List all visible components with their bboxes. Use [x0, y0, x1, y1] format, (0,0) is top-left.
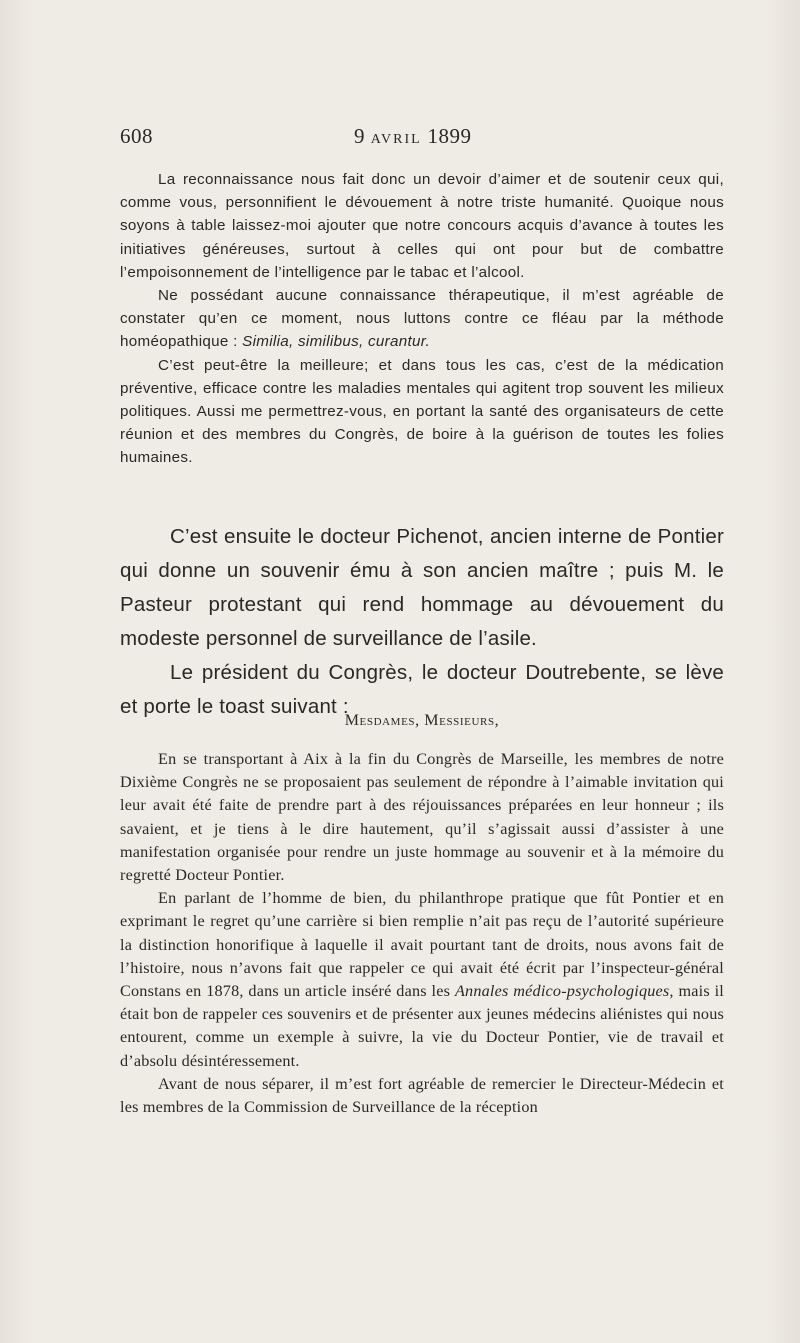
- running-head-date: [354, 124, 471, 149]
- narrative-block: [120, 520, 724, 724]
- paragraph: C’est peut-être la meilleure; et dans tous les cas, c’est de la médication préventive, efficace contre les maladies mentales qui agitent trop souvent les milieux politiques. Aussi me permettrez-vous, en portant la santé des organisateurs de cette réunion et des membres du Congrès, de boire à la guérison de toutes les folies humaines.: [120, 356, 724, 467]
- running-head-year: 1899: [427, 124, 472, 148]
- page-header: [120, 124, 720, 158]
- paragraph: [120, 887, 724, 1073]
- page-number: 608: [120, 124, 153, 148]
- running-head-day: 9: [354, 124, 365, 148]
- toast-excerpt: [120, 168, 724, 470]
- running-head-month: AVRIL: [370, 132, 422, 147]
- paragraph: Avant de nous séparer, il m’est fort agréable de remercier le Directeur-Médecin et les membres de la Commission de Surveillance de la réception: [120, 1074, 724, 1117]
- president-speech: [120, 748, 724, 1119]
- paragraph: [120, 284, 724, 354]
- paragraph-text: mais il était bon de rappeler ces souvenirs et de présenter aux jeunes médecins aliénistes qui nous entourent, comme un exemple à suivre, la vie du Docteur Pontier, vie de travail et d’absolu désintéressement.: [120, 982, 725, 1070]
- journal-title: Annales médico-psychologiques,: [454, 982, 674, 1001]
- latin-motto: Similia, similibus, curantur.: [242, 333, 431, 351]
- salutation: [120, 712, 724, 730]
- paragraph: Le président du Congrès, le docteur Doutrebente, se lève et porte le toast suivant :: [120, 661, 724, 718]
- paragraph: La reconnaissance nous fait donc un devoir d’aimer et de soutenir ceux qui, comme vous, personnifient le dévouement à notre triste humanité. Quoique nous soyons à table laissez-moi ajouter que notre concours acquis d’avance à toutes les initiatives généreuses, surtout à celles qui ont pour but de combattre l’empoisonnement de l’intelligence par le tabac et l’alcool.: [120, 171, 724, 281]
- paragraph: C’est ensuite le docteur Pichenot, ancien interne de Pontier qui donne un souvenir ému à son ancien maître ; puis M. le Pasteur protestant qui rend hommage au dévouement du modeste personnel de surveillance de l’asile.: [120, 525, 724, 650]
- paragraph-text: En parlant de l’homme de bien, du philanthrope pratique que fût Pontier et en exprimant le regret qu’une carrière si bien remplie n’ait pas reçu de l’autorité supérieure la distinction honorifique à laquelle il avait pourtant tant de droits, nous avons fait de l’histoire, nous n’avons fait que rappeler ce qui avait été écrit par l’inspecteur-général Constans en 1878, dans un article inséré dans les: [120, 889, 724, 1001]
- paragraph-text: Ne possédant aucune connaissance thérapeutique, il m’est agréable de constater qu’en ce moment, nous luttons contre ce fléau par la méthode homéopathique :: [120, 287, 724, 351]
- salutation-text: Mesdames, Messieurs,: [344, 712, 500, 729]
- paragraph: En se transportant à Aix à la fin du Congrès de Marseille, les membres de notre Dixième Congrès ne se proposaient pas seulement de répondre à l’aimable invitation qui leur avait été faite de prendre part à des réjouissances préparées en leur honneur ; ils savaient, et je tiens à le dire hautement, qu’il s’agissait aussi d’assister à une manifestation organisée pour rendre un juste hommage au souvenir et à la mémoire du regretté Docteur Pontier.: [120, 750, 724, 885]
